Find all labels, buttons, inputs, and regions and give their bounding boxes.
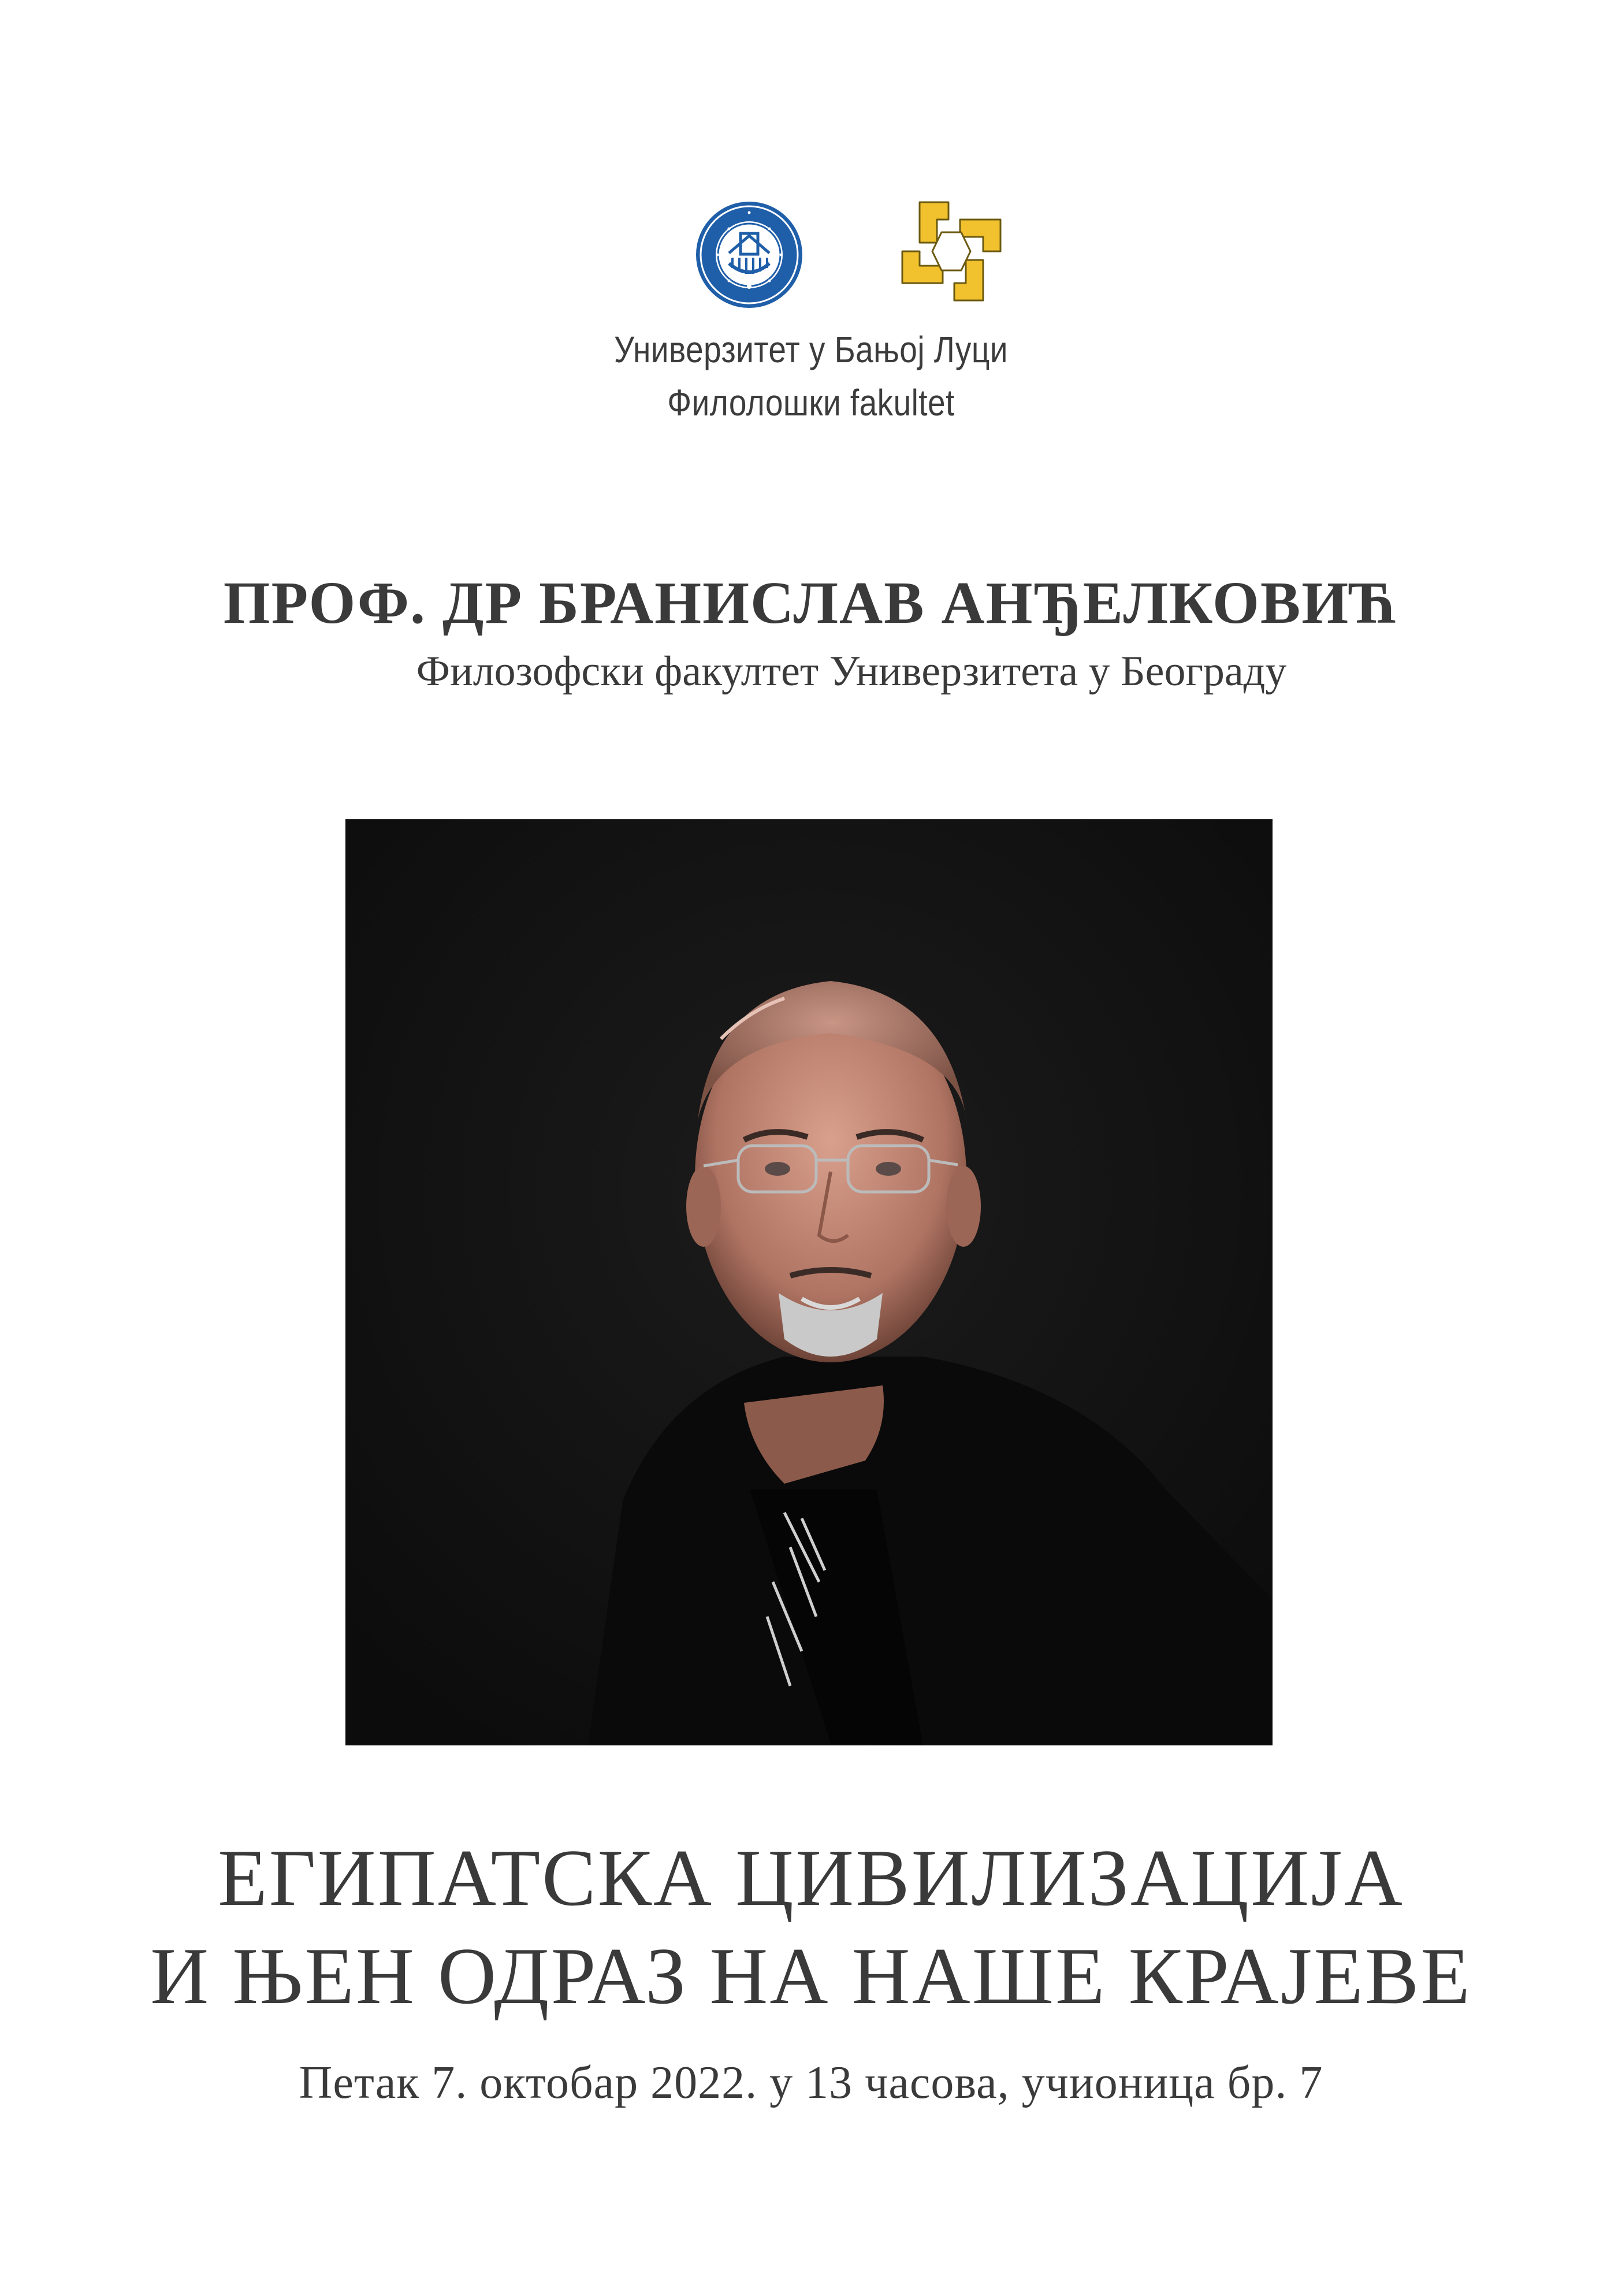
speaker-affiliation: Филозофски факултет Универзитета у Београду bbox=[416, 648, 1287, 695]
faculty-logo-icon bbox=[896, 196, 1006, 306]
speaker-photo bbox=[345, 819, 1273, 1745]
speaker-name: ПРОФ. ДР БРАНИСЛАВ АНЂЕЛКОВИЋ bbox=[223, 570, 1399, 636]
logo-row bbox=[0, 196, 1622, 312]
lecture-title-line-1: ЕГИПАТСКА ЦИВИЛИЗАЦИЈА bbox=[218, 1833, 1404, 1923]
institution-name: Универзитет у Бањој Луци bbox=[614, 329, 1008, 370]
faculty-name: Филолошки fakultet bbox=[667, 382, 955, 423]
lecture-title-line-2: И ЊЕН ОДРАЗ НА НАШЕ КРАЈЕВЕ bbox=[150, 1931, 1472, 2021]
lecture-details: Петак 7. октобар 2022. у 13 часова, учионица бр. 7 bbox=[299, 2057, 1323, 2108]
university-seal-icon bbox=[694, 200, 804, 310]
